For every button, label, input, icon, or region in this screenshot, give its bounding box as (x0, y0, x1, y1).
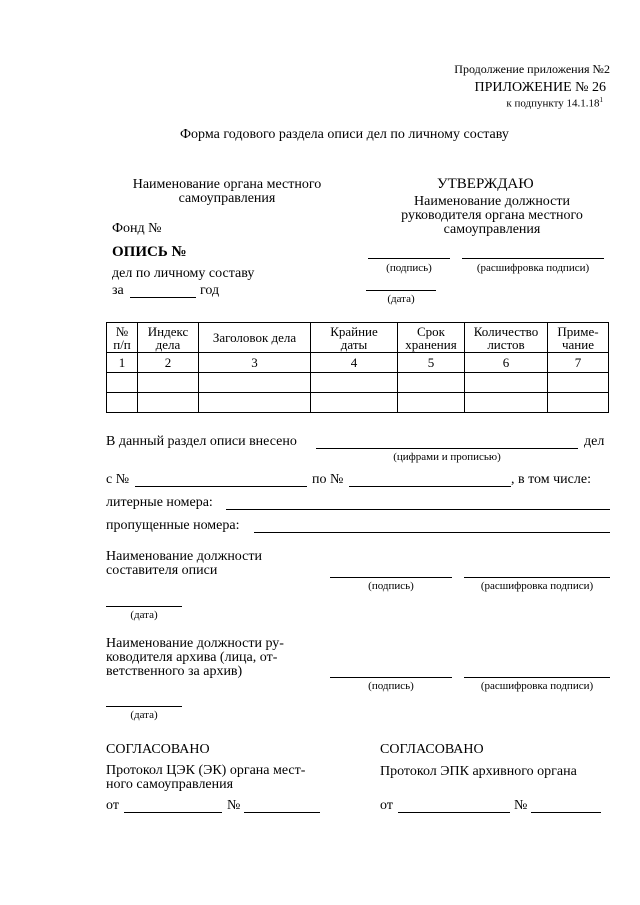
table-cell: 6 (465, 353, 548, 373)
table-cell (107, 373, 138, 393)
archive-signature-caption: (подпись) (368, 680, 414, 692)
table-cell (465, 373, 548, 393)
org-name: Наименование органа местного самоуправления (132, 177, 322, 206)
archive-decoding-line (464, 677, 610, 678)
compiler-date-caption: (дата) (130, 609, 158, 621)
archive-date-line (106, 706, 182, 707)
approver-decoding-caption: (расшифровка подписи) (476, 262, 590, 274)
letter-numbers-label: литерные номера: (106, 495, 213, 510)
subpoint-ref: к подпункту 14.1.18$^1$ (506, 96, 603, 110)
from-number-blank (135, 486, 307, 487)
missed-numbers-blank (254, 532, 610, 533)
agreed-right-title: СОГЛАСОВАНО (380, 742, 484, 757)
table-cell (138, 393, 199, 413)
agreed-left-number-blank (244, 812, 320, 813)
fond-label: Фонд № (112, 221, 162, 236)
approve-title: УТВЕРЖДАЮ (437, 176, 534, 192)
archive-signature-line (330, 677, 452, 678)
entered-blank (316, 448, 578, 449)
missed-numbers-label: пропущенные номера: (106, 518, 240, 533)
approver-signature-caption: (подпись) (386, 262, 432, 274)
table-cell: 4 (311, 353, 398, 373)
compiler-signature-line (330, 577, 452, 578)
table-row (107, 393, 609, 413)
col-header-number: № п/п (107, 323, 138, 353)
compiler-position: Наименование должности составителя описи (106, 549, 262, 578)
compiler-date-line (106, 606, 182, 607)
approver-date-caption: (дата) (387, 293, 415, 305)
table-cell: 3 (199, 353, 311, 373)
table-cell (199, 373, 311, 393)
year-blank (130, 297, 196, 298)
table-cell: 7 (548, 353, 609, 373)
col-header-note: Приме- чание (548, 323, 609, 353)
approver-signature-line (368, 258, 450, 259)
agreed-right-number-blank (531, 812, 601, 813)
table-cell (199, 393, 311, 413)
table-number-row (107, 353, 609, 373)
agreed-right-date-blank (398, 812, 510, 813)
table-row (107, 373, 609, 393)
compiler-decoding-caption: (расшифровка подписи) (480, 580, 594, 592)
archive-head-position: Наименование должности ру- ководителя архива (лица, от- ветственного за архив) (106, 636, 284, 679)
agreed-left-from: от (106, 798, 119, 813)
to-number-label: по № (312, 472, 344, 487)
form-title: Форма годового раздела описи дел по личному составу (180, 127, 509, 142)
table-cell (548, 393, 609, 413)
agreed-right-from: от (380, 798, 393, 813)
continuation-note: Продолжение приложения №2 (454, 62, 610, 76)
table-cell: 1 (107, 353, 138, 373)
compiler-signature-caption: (подпись) (368, 580, 414, 592)
archive-decoding-caption: (расшифровка подписи) (480, 680, 594, 692)
table-cell (398, 373, 465, 393)
col-header-dates: Крайние даты (311, 323, 398, 353)
including-label: , в том числе: (511, 472, 591, 487)
approver-date-line (366, 290, 436, 291)
table-cell (107, 393, 138, 413)
inventory-table (106, 322, 609, 413)
opis-label: ОПИСЬ № (112, 244, 187, 260)
col-header-title: Заголовок дела (199, 323, 311, 353)
agreed-left-title: СОГЛАСОВАНО (106, 742, 210, 757)
cases-line: дел по личному составу (112, 266, 255, 281)
year-suffix: год (200, 283, 220, 298)
entered-label: В данный раздел описи внесено (106, 434, 297, 449)
agreed-left-date-blank (124, 812, 222, 813)
table-cell (138, 373, 199, 393)
in-words-caption: (цифрами и прописью) (393, 451, 501, 463)
approver-position: Наименование должности руководителя органа местного самоуправления (401, 194, 583, 237)
archive-date-caption: (дата) (130, 709, 158, 721)
table-header-row (107, 323, 609, 353)
compiler-decoding-line (464, 577, 610, 578)
entered-suffix: дел (584, 434, 605, 449)
table-cell (465, 393, 548, 413)
col-header-index: Индекс дела (138, 323, 199, 353)
table-cell: 5 (398, 353, 465, 373)
agreed-left-number: № (227, 798, 241, 813)
approver-decoding-line (462, 258, 604, 259)
col-header-sheets: Количество листов (465, 323, 548, 353)
agreed-left-protocol: Протокол ЦЭК (ЭК) органа мест- ного самоуправления (106, 763, 306, 792)
agreed-right-protocol: Протокол ЭПК архивного органа (380, 764, 577, 779)
col-header-storage: Срок хранения (398, 323, 465, 353)
to-number-blank (349, 486, 511, 487)
year-prefix: за (112, 283, 124, 298)
agreed-right-number: № (514, 798, 528, 813)
table-cell: 2 (138, 353, 199, 373)
appendix-title: ПРИЛОЖЕНИЕ № 26 (474, 80, 606, 95)
table-cell (311, 393, 398, 413)
letter-numbers-blank (226, 509, 610, 510)
table-cell (548, 373, 609, 393)
table-cell (311, 373, 398, 393)
table-cell (398, 393, 465, 413)
from-number-label: с № (106, 472, 130, 487)
